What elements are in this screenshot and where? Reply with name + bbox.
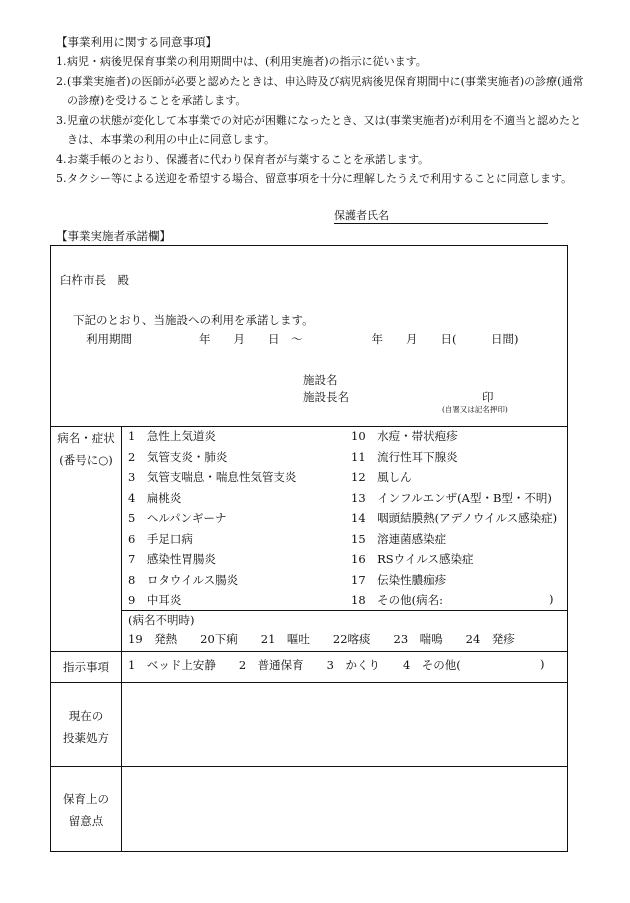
disease-number: 5 <box>128 511 136 525</box>
disease-option[interactable] <box>351 469 412 485</box>
consent-item-text: (事業実施者)の医師が必要と認めたときは、申込時及び病児病後児保育期間中に(事業実施者)の診療(通常の診療)を受けることを承諾します。 <box>67 74 584 107</box>
consent-item-text: タクシー等による送迎を希望する場合、留意事項を十分に理解したうえで利用することに同意します。 <box>67 172 573 185</box>
disease-number: 15 <box>351 531 366 546</box>
disease-option[interactable] <box>128 551 216 567</box>
disease-option[interactable] <box>351 490 552 506</box>
period-label: 利用期間 <box>86 332 132 346</box>
disease-name: その他(病名: <box>377 593 444 607</box>
disease-name: 気管支炎・肺炎 <box>146 449 228 464</box>
disease-number: 3 <box>128 470 136 484</box>
consent-item-text: 病児・病後児保育事業の利用期間中は、(利用実施者)の指示に従います。 <box>67 55 427 68</box>
disease-option[interactable] <box>351 428 458 444</box>
disease-option[interactable] <box>128 531 193 547</box>
disease-name: 風しん <box>377 470 412 484</box>
other-disease-close: ) <box>549 592 554 606</box>
consent-item <box>56 169 586 189</box>
disease-name: 咽頭結膜熱(アデノウイルス感染症) <box>377 511 558 525</box>
disease-option[interactable] <box>128 428 216 444</box>
facility-label: 施設名 <box>303 373 338 387</box>
disease-number: 4 <box>128 490 136 505</box>
notes-field[interactable] <box>122 767 566 850</box>
disease-option[interactable] <box>351 551 474 567</box>
symptom-options[interactable]: 19 発熱 20下痢 21 嘔吐 22喀痰 23 喘鳴 24 発疹 <box>128 632 515 646</box>
disease-number: 14 <box>351 511 366 525</box>
disease-number: 17 <box>351 572 366 587</box>
disease-option[interactable] <box>128 469 296 485</box>
disease-name: インフルエンザ(A型・B型・不明) <box>377 490 552 505</box>
consent-item <box>56 150 586 170</box>
disease-number: 2 <box>128 449 136 464</box>
prescription-label-line: 投薬処方 <box>63 731 109 745</box>
disease-number: 6 <box>128 531 136 546</box>
disease-number: 11 <box>351 449 366 464</box>
disease-number: 7 <box>128 552 136 566</box>
disease-number: 18 <box>351 593 366 607</box>
notes-label <box>51 788 121 832</box>
disease-option[interactable] <box>351 592 443 608</box>
disease-name: 伝染性膿痂疹 <box>377 572 447 587</box>
disease-number: 12 <box>351 470 366 484</box>
disease-number: 16 <box>351 552 366 566</box>
consent-item <box>56 52 586 72</box>
seal-mark: 印 <box>482 390 494 404</box>
prescription-label-line: 現在の <box>68 709 104 723</box>
disease-label-line: 病名・症状 <box>57 431 115 445</box>
consent-item-text: 児童の状態が変化して本事業での対応が困難になったとき、又は(事業実施者)が利用を不適当と認めたときは、本事業の利用の中止に同意します。 <box>67 113 582 146</box>
approval-statement: 下記のとおり、当施設への利用を承諾します。 <box>73 313 314 327</box>
notes-label-line: 保育上の <box>63 792 109 806</box>
disease-label <box>51 427 121 471</box>
instruction-other-close: ) <box>540 657 545 671</box>
disease-name: 溶連菌感染症 <box>377 531 447 546</box>
disease-label-line: (番号に○) <box>59 453 113 467</box>
instructions-label: 指示事項 <box>63 660 109 674</box>
disease-number: 10 <box>351 429 366 443</box>
consent-heading: 【事業利用に関する同意事項】 <box>56 35 217 49</box>
disease-option[interactable] <box>128 490 181 506</box>
disease-name: 扁桃炎 <box>146 490 182 505</box>
disease-number: 8 <box>128 572 136 587</box>
disease-option[interactable] <box>128 592 181 608</box>
disease-name: ヘルパンギーナ <box>146 511 227 525</box>
disease-option[interactable] <box>351 449 458 465</box>
consent-item-text: お薬手帳のとおり、保護者に代わり保育者が与薬することを承諾します。 <box>67 152 430 166</box>
disease-name: RSウイルス感染症 <box>377 552 474 566</box>
disease-name: 水痘・帯状疱疹 <box>377 429 458 443</box>
disease-option[interactable] <box>128 572 238 588</box>
consent-item-number: 4. <box>56 152 67 166</box>
unknown-diagnosis-label: (病名不明時) <box>128 613 195 627</box>
disease-number: 1 <box>128 429 136 443</box>
disease-option[interactable] <box>128 449 227 465</box>
approval-form-table <box>50 245 568 852</box>
prescription-field[interactable] <box>122 683 566 766</box>
disease-name: 手足口病 <box>146 531 193 546</box>
disease-number: 13 <box>351 490 366 505</box>
disease-name: ロタウイルス腸炎 <box>146 572 239 587</box>
disease-option[interactable] <box>128 510 227 526</box>
approval-heading: 【事業実施者承諾欄】 <box>56 229 171 243</box>
consent-item-number: 1. <box>56 55 67 68</box>
notes-label-line: 留意点 <box>68 814 104 828</box>
guardian-name-field[interactable] <box>334 206 548 224</box>
divider <box>51 426 567 427</box>
disease-name: 中耳炎 <box>146 593 182 607</box>
consent-item-number: 3. <box>56 113 67 127</box>
seal-note: (自署又は記名押印) <box>442 405 508 414</box>
addressee: 臼杵市長 殿 <box>60 273 129 287</box>
consent-item <box>56 111 586 150</box>
disease-name: 急性上気道炎 <box>146 429 216 443</box>
disease-name: 流行性耳下腺炎 <box>377 449 458 464</box>
consent-item <box>56 72 586 111</box>
prescription-label <box>51 705 121 749</box>
instruction-options[interactable]: 1 ベッド上安静 2 普通保育 3 かくり 4 その他( <box>128 658 461 672</box>
consent-item-number: 5. <box>56 172 67 185</box>
period-field[interactable]: 年 月 日 ～ 年 月 日( 日間) <box>199 332 519 346</box>
disease-option[interactable] <box>351 531 446 547</box>
guardian-name-label: 保護者氏名 <box>334 209 389 222</box>
divider <box>51 651 567 652</box>
consent-list <box>56 52 586 189</box>
disease-option[interactable] <box>351 510 557 526</box>
divider <box>121 610 567 611</box>
disease-number: 9 <box>128 593 136 607</box>
disease-option[interactable] <box>351 572 446 588</box>
disease-name: 感染性胃腸炎 <box>146 552 216 566</box>
director-label: 施設長名 <box>303 390 349 404</box>
consent-item-number: 2. <box>56 74 67 88</box>
disease-name: 気管支喘息・喘息性気管支炎 <box>146 470 297 484</box>
